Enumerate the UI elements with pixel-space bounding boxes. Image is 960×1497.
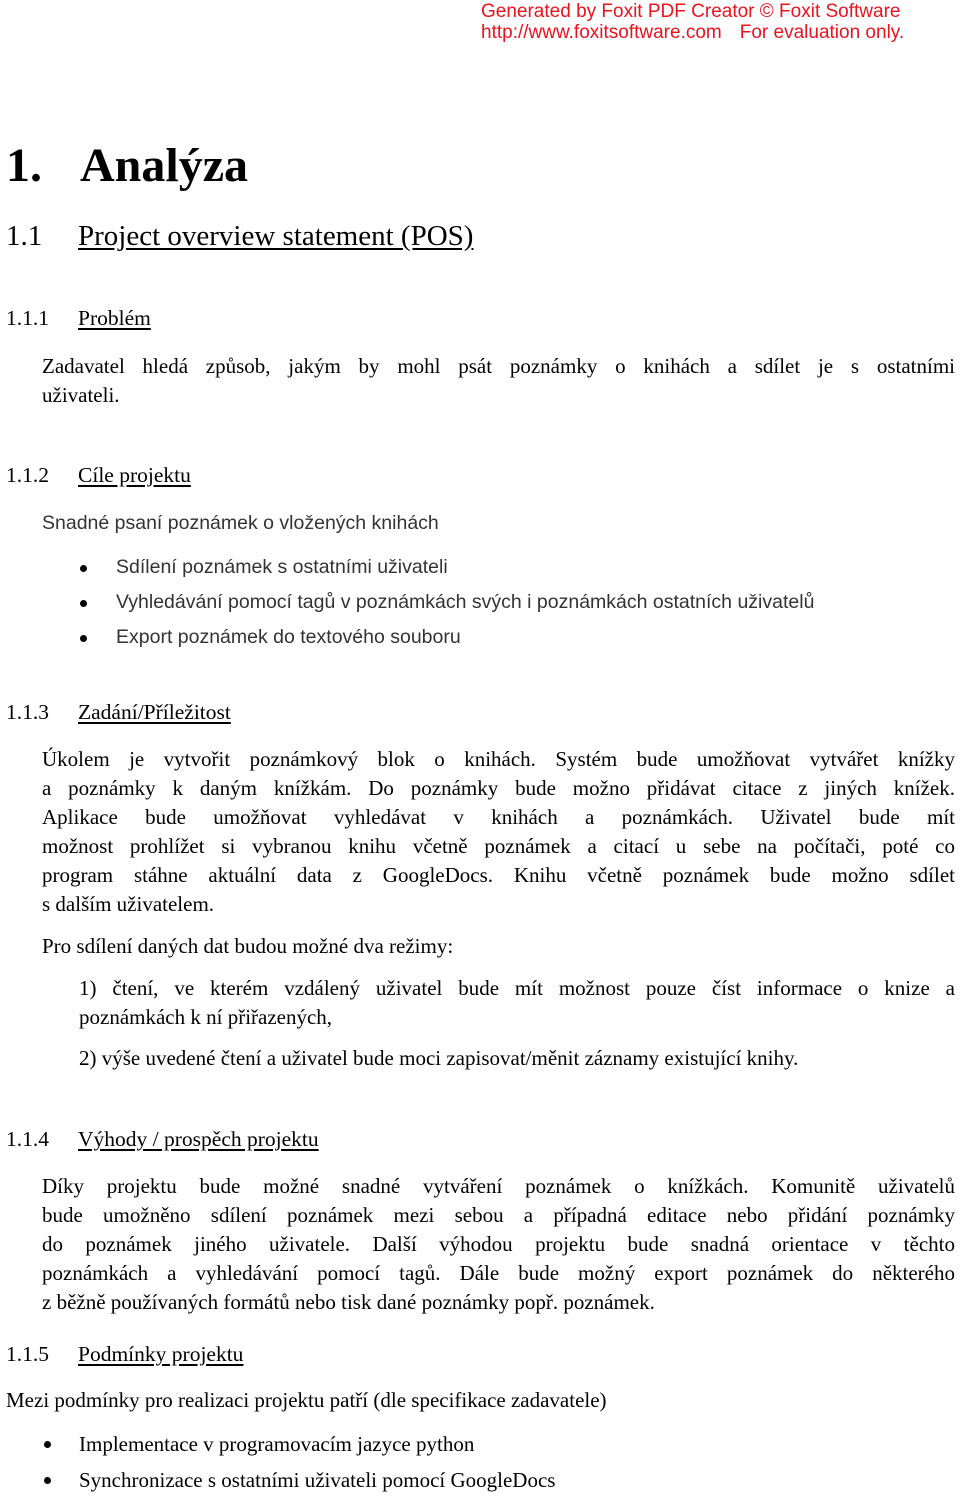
heading-1-title: Analýza: [80, 139, 248, 192]
goals-bullet-2: Vyhledávání pomocí tagů v poznámkách svých i poznámkách ostatních uživatelů: [116, 591, 815, 613]
assignment-line-3: Aplikace bude umožňovat vyhledávat v knihách a poznámkách. Uživatel bude mít: [42, 805, 955, 829]
section-heading-assignment: 1.1.3 Zadání/Příležitost: [6, 700, 231, 724]
heading-1: [6, 138, 248, 194]
heading-2-number: 1.1: [6, 220, 43, 252]
benefits-line-1: Díky projektu bude možné snadné vytváření poznámek o knížkách. Komunitě uživatelů: [42, 1174, 955, 1198]
assignment-line-2: a poznámky k daným knížkám. Do poznámky bude možno přidávat citace z jiných knížek.: [42, 776, 955, 800]
heading-1-number: 1.: [6, 139, 42, 192]
assignment-line-5: program stáhne aktuální data z GoogleDocs. Knihu včetně poznámek bude možno sdílet: [42, 863, 955, 887]
benefits-line-3: do poznámek jiného uživatele. Další výhodou projektu bude snadná orientace v těchto: [42, 1232, 955, 1256]
section-heading-problem: 1.1.1 Problém: [6, 306, 151, 330]
bullet-icon: [44, 1441, 51, 1448]
heading-2-title: Project overview statement (POS): [78, 220, 474, 252]
mode-1-line-2: poznámkách k ní přiřazených,: [79, 1005, 333, 1029]
problem-line-2: uživateli.: [42, 383, 120, 407]
section-heading-conditions: 1.1.5 Podmínky projektu: [6, 1342, 244, 1366]
bullet-icon: [44, 1477, 51, 1484]
section-heading-benefits: 1.1.4 Výhody / prospěch projektu: [6, 1127, 319, 1151]
benefits-line-4: poznámkách a vyhledávání pomocí tagů. Dále bude možný export poznámek do některého: [42, 1261, 955, 1285]
watermark-url[interactable]: http://www.foxitsoftware.com: [481, 22, 722, 43]
heading-2: [6, 219, 473, 253]
modes-intro: Pro sdílení daných dat budou možné dva režimy:: [42, 934, 454, 958]
benefits-line-2: bude umožněno sdílení poznámek mezi sebou a případná editace nebo přidání poznámky: [42, 1203, 955, 1227]
problem-line-1: Zadavatel hledá způsob, jakým by mohl psát poznámky o knihách a sdílet je s ostatními: [42, 354, 955, 378]
assignment-line-4: možnost prohlížet si vybranou knihu včetně poznámek a citací u sebe na počítači, poté co: [42, 834, 955, 858]
bullet-icon: [80, 635, 87, 642]
conditions-bullet-2: Synchronizace s ostatními uživateli pomocí GoogleDocs: [79, 1468, 556, 1492]
watermark-note: For evaluation only.: [739, 22, 905, 43]
conditions-bullet-1: Implementace v programovacím jazyce python: [79, 1432, 475, 1456]
benefits-line-5: z běžně používaných formátů nebo tisk dané poznámky popř. poznámek.: [42, 1290, 655, 1314]
goals-bullet-3: Export poznámek do textového souboru: [116, 626, 461, 648]
assignment-line-1: Úkolem je vytvořit poznámkový blok o knihách. Systém bude umožňovat vytvářet knížky: [42, 747, 955, 771]
conditions-intro: Mezi podmínky pro realizaci projektu patří (dle specifikace zadavatele): [6, 1388, 607, 1412]
mode-2: 2) výše uvedené čtení a uživatel bude moci zapisovat/měnit záznamy existující knihy.: [79, 1046, 799, 1070]
goals-bullet-1: Sdílení poznámek s ostatními uživateli: [116, 556, 448, 578]
goals-intro: Snadné psaní poznámek o vložených knihách: [42, 512, 439, 534]
watermark-line2: [481, 22, 904, 44]
watermark-line1: Generated by Foxit PDF Creator © Foxit Software: [481, 1, 901, 22]
bullet-icon: [80, 565, 87, 572]
mode-1-line-1: 1) čtení, ve kterém vzdálený uživatel bude mít možnost pouze číst informace o knize a: [79, 976, 955, 1000]
assignment-line-6: s dalším uživatelem.: [42, 892, 215, 916]
bullet-icon: [80, 600, 87, 607]
section-heading-goals: 1.1.2 Cíle projektu: [6, 463, 191, 487]
